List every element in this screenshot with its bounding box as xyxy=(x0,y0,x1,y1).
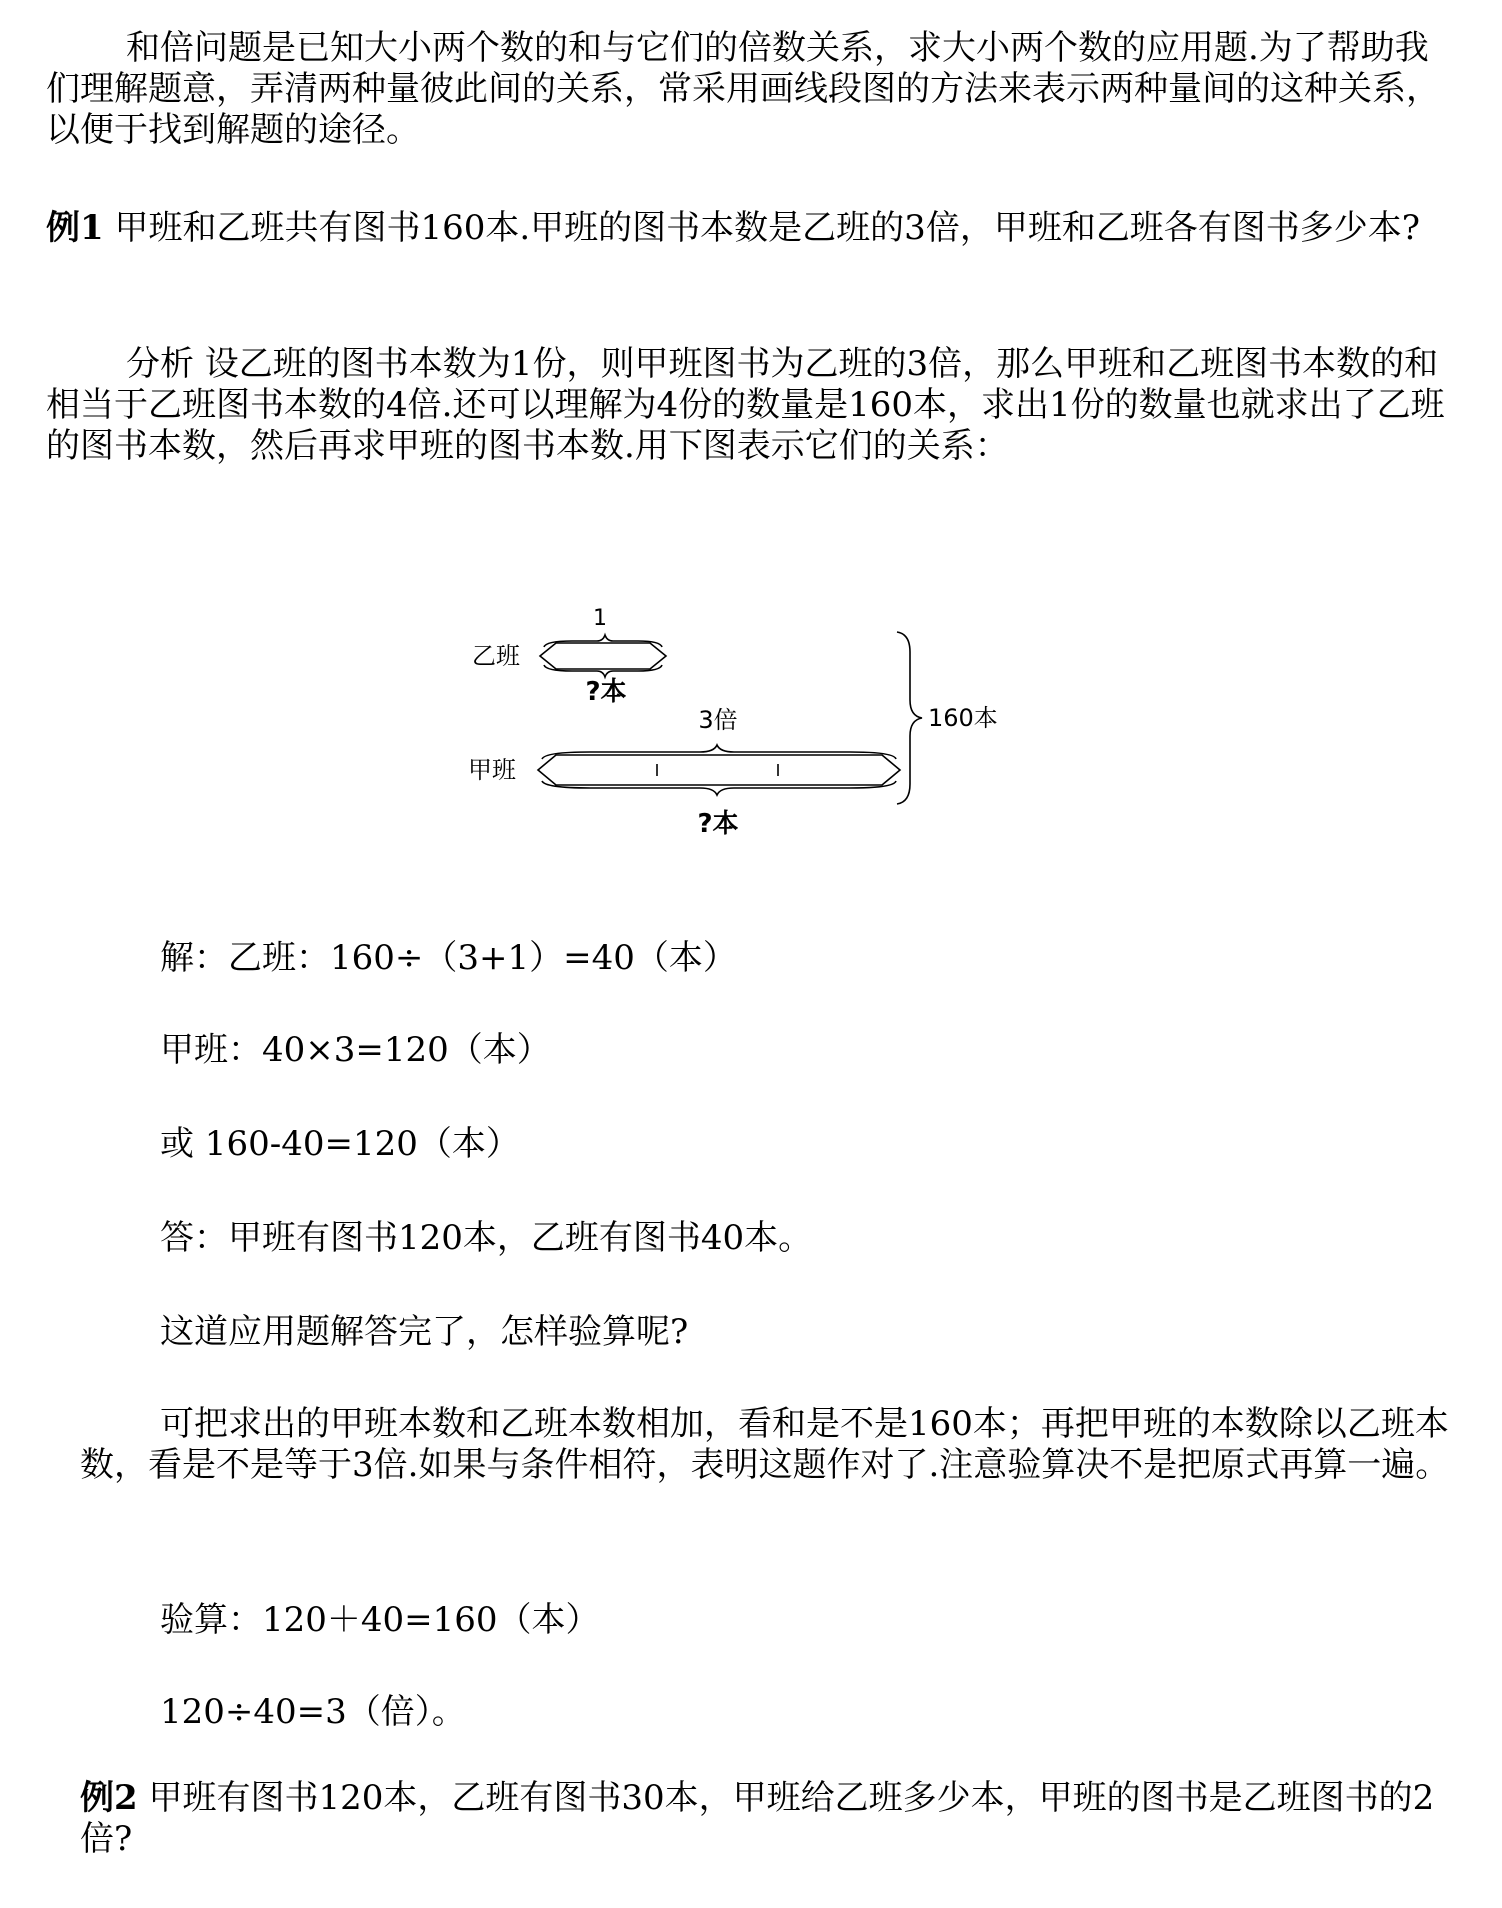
verify-line-1: 验算：120＋40=160（本） xyxy=(160,1600,600,1640)
total-brace xyxy=(897,632,922,804)
jia-top-brace xyxy=(542,745,896,759)
example1-paragraph xyxy=(46,208,1456,249)
verify-line-2: 120÷40=3（倍）。 xyxy=(160,1692,466,1732)
jia-label: 甲班 xyxy=(468,756,516,784)
example2-label: 例2 xyxy=(80,1778,138,1818)
check-explanation: 可把求出的甲班本数和乙班本数相加，看和是不是160本；再把甲班的本数除以乙班本数，看是不是等于3倍.如果与条件相符，表明这题作对了.注意验算决不是把原式再算一遍。 xyxy=(80,1404,1450,1485)
yi-top-label: 1 xyxy=(593,606,607,631)
yi-top-brace xyxy=(544,635,662,647)
example2-paragraph xyxy=(80,1778,1480,1860)
jia-bottom-brace xyxy=(542,781,896,795)
jia-top-label: 3倍 xyxy=(698,706,738,734)
yi-segment xyxy=(540,643,666,669)
jia-segment xyxy=(538,755,900,785)
example1-label: 例1 xyxy=(46,208,104,248)
solution-line-2: 甲班：40×3=120（本） xyxy=(160,1030,551,1070)
example2-text: 甲班有图书120本，乙班有图书30本，甲班给乙班多少本，甲班的图书是乙班图书的2倍? xyxy=(80,1778,1435,1859)
answer-line: 答：甲班有图书120本，乙班有图书40本。 xyxy=(160,1218,813,1258)
yi-bottom-brace xyxy=(544,665,662,677)
solution-line-1: 解：乙班：160÷（3+1）=40（本） xyxy=(160,938,737,978)
example1-text: 甲班和乙班共有图书160本.甲班的图书本数是乙班的3倍，甲班和乙班各有图书多少本? xyxy=(103,208,1421,248)
intro-paragraph: 和倍问题是已知大小两个数的和与它们的倍数关系，求大小两个数的应用题.为了帮助我们理解题意，弄清两种量彼此间的关系，常采用画线段图的方法来表示两种量间的这种关系，以便于找到解题的途径。 xyxy=(46,28,1440,150)
yi-bottom-label: ?本 xyxy=(585,677,627,707)
analysis-paragraph: 分析 设乙班的图书本数为1份，则甲班图书为乙班的3倍，那么甲班和乙班图书本数的和相当于乙班图书本数的4倍.还可以理解为4份的数量是160本，求出1份的数量也就求出了乙班的图书本数，然后再求甲班的图书本数.用下图表示它们的关系： xyxy=(46,344,1445,466)
check-question: 这道应用题解答完了，怎样验算呢? xyxy=(160,1312,689,1352)
solution-line-3: 或 160-40=120（本） xyxy=(160,1124,520,1164)
yi-label: 乙班 xyxy=(472,642,520,670)
jia-bottom-label: ?本 xyxy=(697,809,739,839)
total-label: 160本 xyxy=(928,704,998,732)
